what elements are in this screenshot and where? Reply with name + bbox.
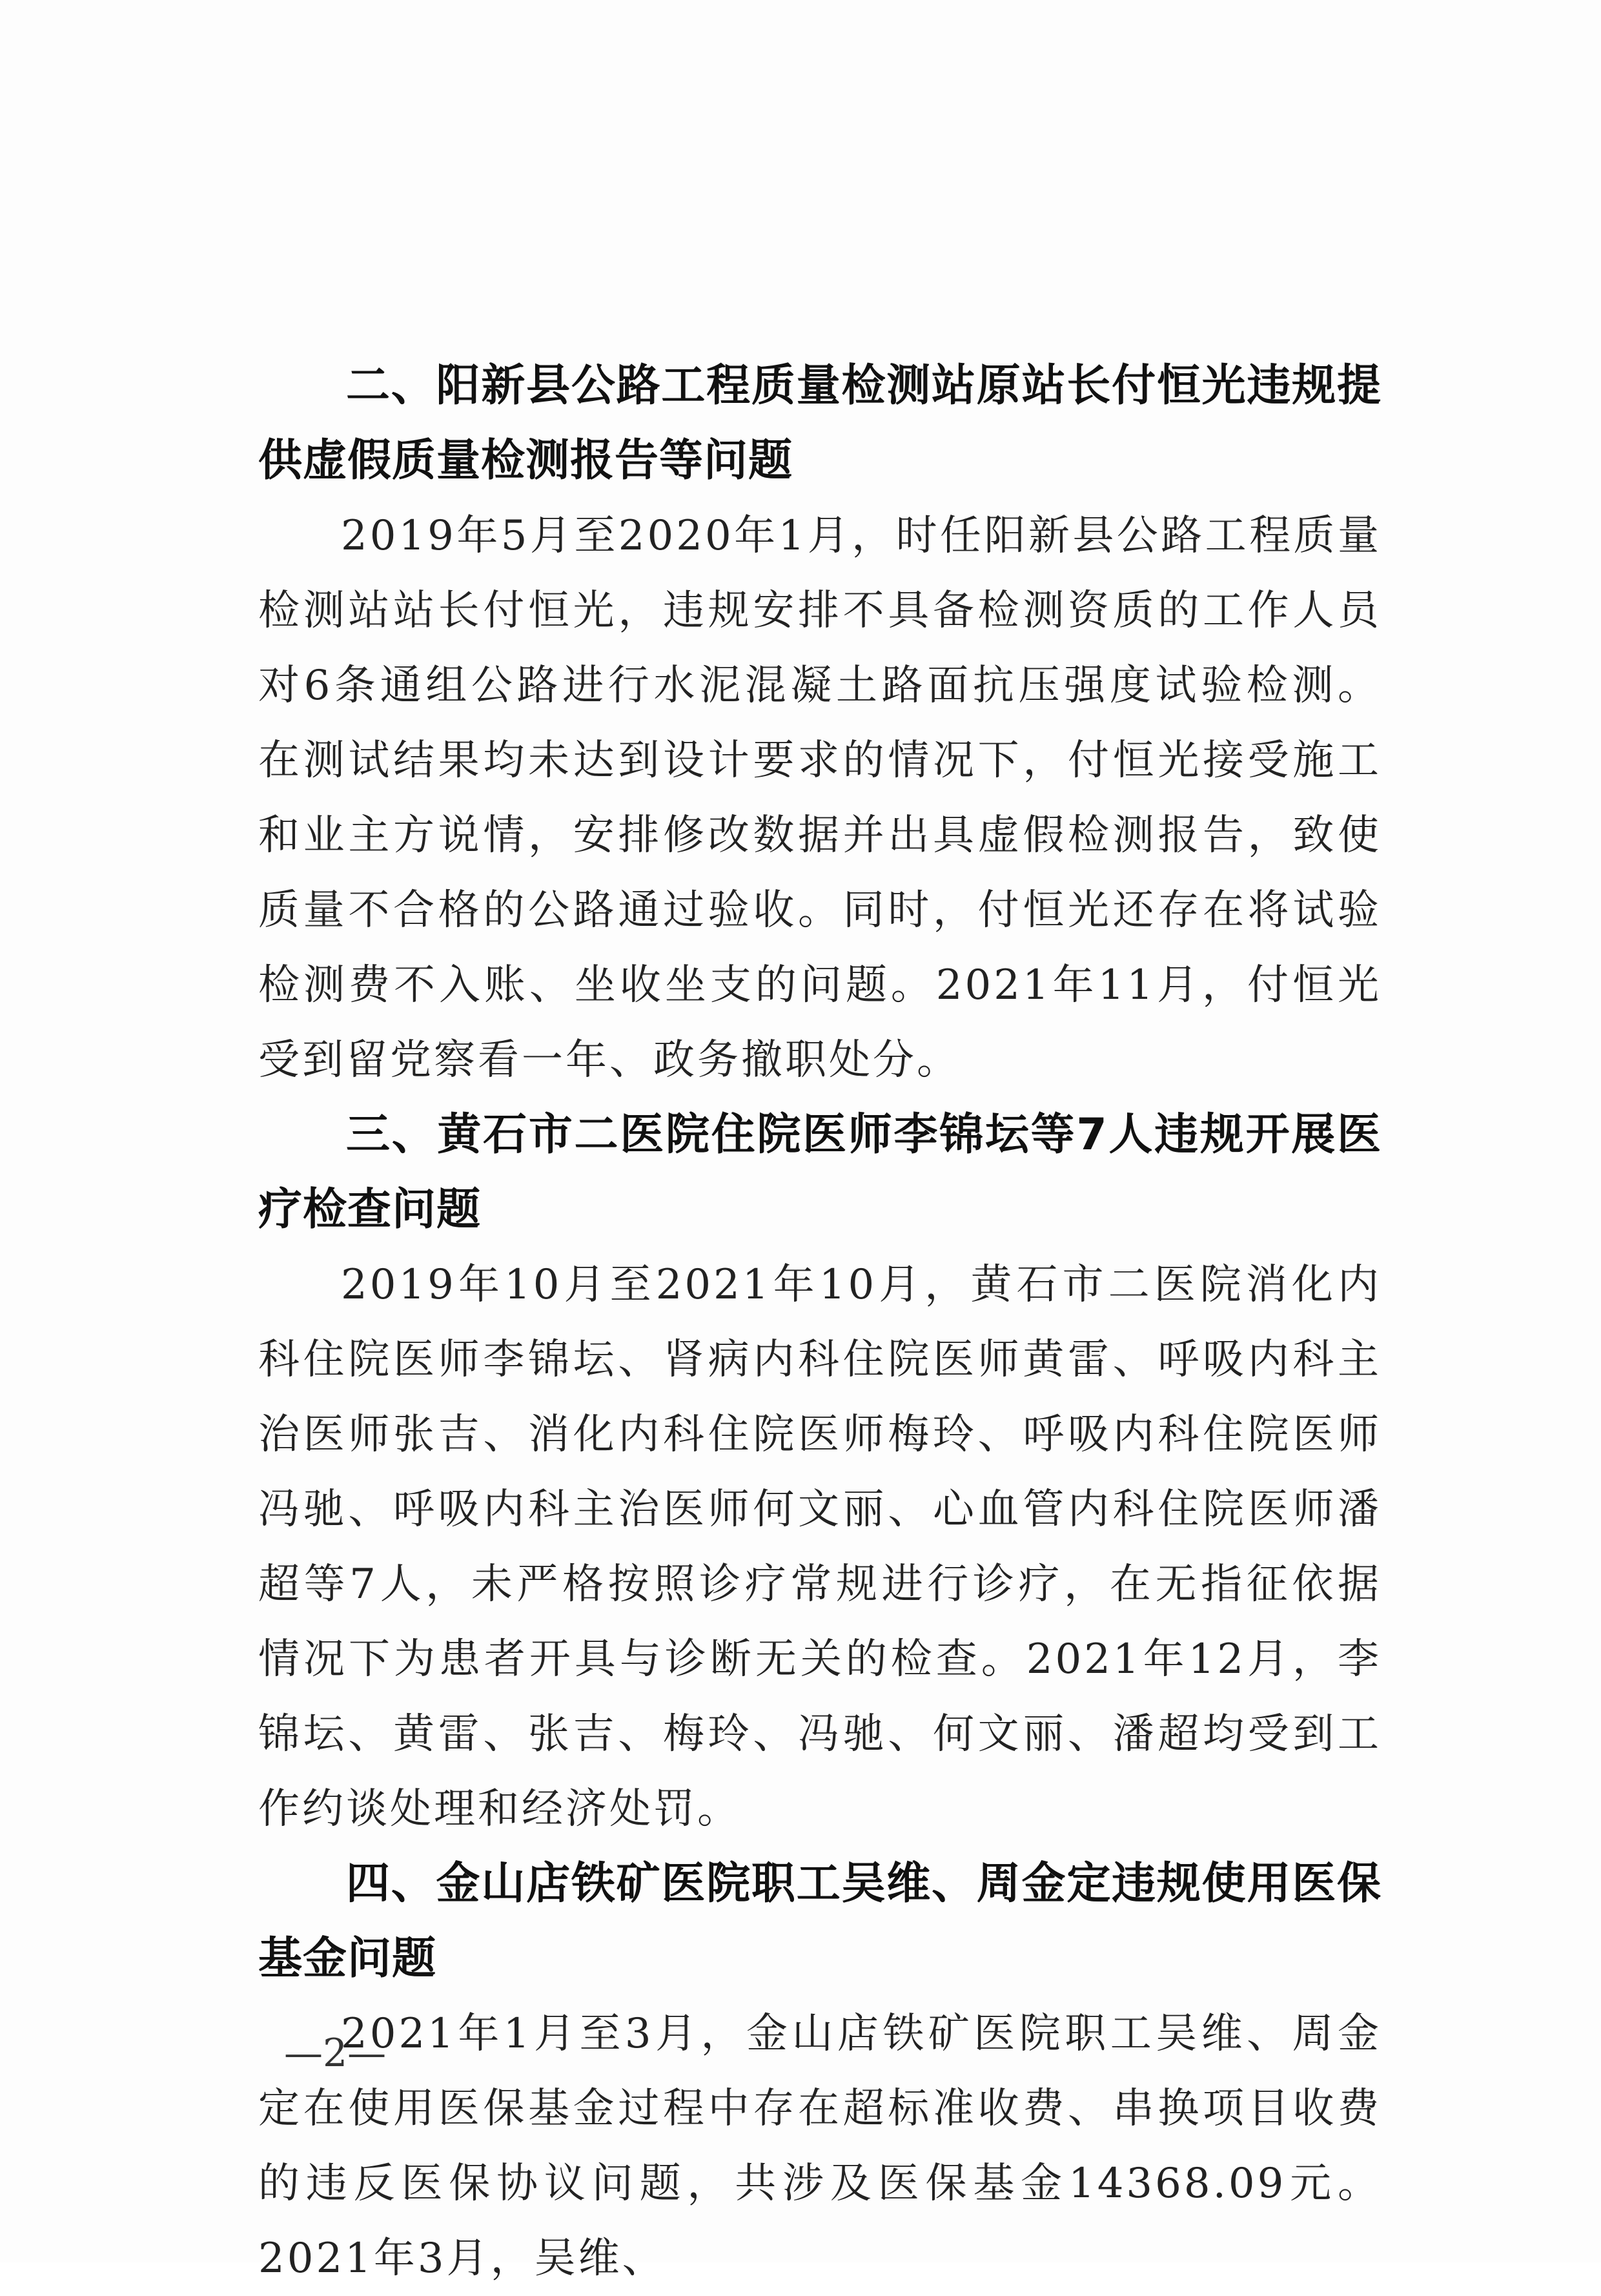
section-heading-4: 四、金山店铁矿医院职工吴维、周金定违规使用医保基金问题 [258, 1858, 1382, 1984]
section-body-2: 2019年5月至2020年1月，时任阳新县公路工程质量检测站站长付恒光，违规安排不具备检测资质的工作人员对6条通组公路进行水泥混凝土路面抗压强度试验检测。在测试结果均未达到设计要求的情况下，付恒光接受施工和业主方说情，安排修改数据并出具虚假检测报告，致使质量不合格的公路通过验收。同时，付恒光还存在将试验检测费不入账、坐收坐支的问题。2021年11月，付恒光受到留党察看一年、政务撤职处分。 [258, 512, 1382, 1084]
section-body-4: 2021年1月至3月，金山店铁矿医院职工吴维、周金定在使用医保基金过程中存在超标准收费、串换项目收费的违反医保协议问题，共涉及医保基金14368.09元。2021年3月，吴维、 [258, 2010, 1382, 2282]
page-number: —2— [284, 2031, 387, 2076]
section-heading-2: 二、阳新县公路工程质量检测站原站长付恒光违规提供虚假质量检测报告等问题 [258, 360, 1382, 486]
section-body-3: 2019年10月至2021年10月，黄石市二医院消化内科住院医师李锦坛、肾病内科住院医师黄雷、呼吸内科主治医师张吉、消化内科住院医师梅玲、呼吸内科住院医师冯驰、呼吸内科主治医师何文丽、心血管内科住院医师潘超等7人，未严格按照诊疗常规进行诊疗，在无指征依据情况下为患者开具与诊断无关的检查。2021年12月，李锦坛、黄雷、张吉、梅玲、冯驰、何文丽、潘超均受到工作约谈处理和经济处罚。 [258, 1261, 1382, 1833]
section-heading-3: 三、黄石市二医院住院医师李锦坛等7人违规开展医疗检查问题 [258, 1109, 1382, 1235]
document-body [258, 349, 1382, 2296]
